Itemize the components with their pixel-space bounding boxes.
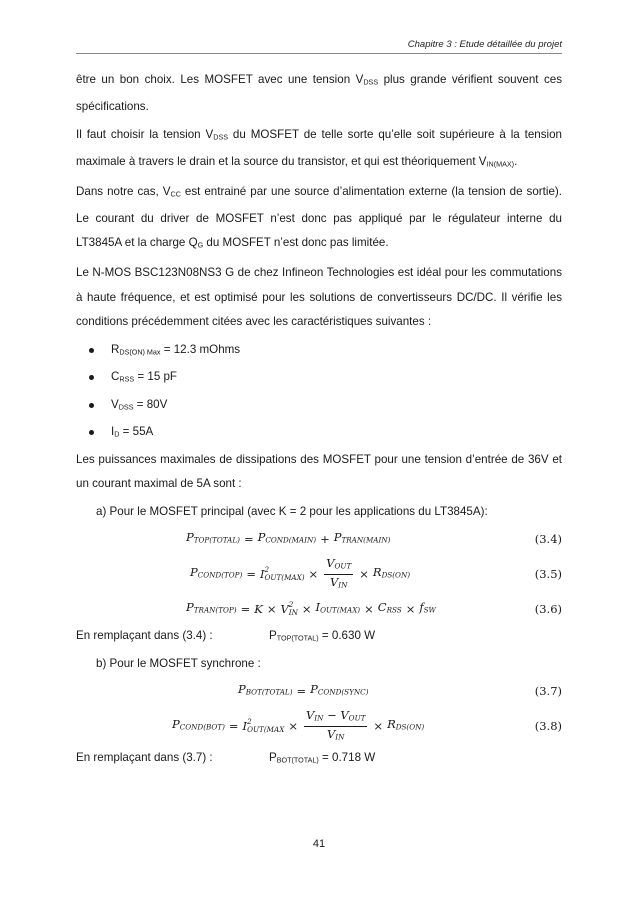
equation-3-6: $P_{TRAN(TOP)}$ = K × V 2 IN × $I_{OUT(MAX)}$ × $C_{RSS}$ × $f_{SW}$ (3.6) [76, 594, 562, 624]
bullet-icon [89, 430, 94, 435]
spec-item: $R_{DS(ON) Max} = 12.3$ mOhms [76, 338, 562, 363]
header-rule [76, 53, 562, 54]
page-number: 41 [312, 838, 326, 850]
paragraph-4: Le N-MOS BSC123N08NS3 G de chez Infineon Technologies est idéal pour les commutations à haute fréquence, et est optimisé pour les solutions de convertisseurs DC/DC. Il vérifie les conditions précédemment citées avec les caractéristiques suivantes : [76, 266, 562, 328]
equation-number: (3.7) [534, 683, 562, 698]
equation-3-5: $P_{COND(TOP)}$ = I 2 OUT(MAX) × $\frac{V_{OUT}}{V_{IN}}$ × $R_{DS(ON)}$ (3.5) [190, 556, 562, 589]
bullet-icon [89, 348, 94, 353]
equation-3-8: $P_{COND(BOT)}$ = I 2 OUT(MAX × $\frac{V_{IN} - V_{OUT}}{V_{IN}}$ × $R_{DS(ON)}$ (3.8) [172, 708, 562, 741]
paragraph-5: Les puissances maximales de dissipations des MOSFET pour une tension d’entrée de 36V et un courant maximal de 5A sont : [76, 452, 562, 490]
spec-item: $V_{DSS} = 80V$ [76, 393, 562, 418]
equation-3-7: $P_{BOT(TOTAL)}$ = $P_{COND(SYNC)}$ (3.7) [76, 676, 562, 706]
list-item-a: a) Pour le MOSFET principal (avec K = 2 pour les applications du LT3845A): [96, 504, 488, 518]
equation-number: (3.8) [534, 718, 562, 733]
result-top-total: En remplaçant dans (3.4) : $P_{TOP(TOTAL)} = 0.630$ W [76, 629, 376, 643]
paragraph-1: être un bon choix. Les MOSFET avec une tension $V_{DSS}$ plus grande vérifient souvent ces spécifications. [76, 73, 563, 113]
bullet-icon [89, 403, 94, 408]
equation-number: (3.6) [534, 601, 562, 616]
paragraph-2: Il faut choisir la tension $V_{DSS}$ du MOSFET de telle sorte qu’elle soit supérieure à la tension maximale à travers le drain et la source du transistor, et qui est théoriquement $V_{IN(MAX)}$. [76, 127, 562, 168]
paragraph-3: Dans notre cas, $V_{CC}$ est entrainé par une source d’alimentation externe (la tension de sortie). Le courant du driver de MOSFET n’est donc pas appliqué par le régulateur interne du LT3845A et la charge $Q_G$ du MOSFET n’est donc pas limitée. [76, 184, 562, 250]
result-bot-total: En remplaçant dans (3.7) : $P_{BOT(TOTAL)} = 0.718$ W [76, 751, 376, 765]
spec-item: $C_{RSS} = 15$ pF [76, 365, 562, 390]
spec-item: $I_D = 55A$ [76, 420, 562, 445]
bullet-icon [89, 375, 94, 380]
equation-3-4: $P_{TOP(TOTAL)}$ = $P_{COND(MAIN)}$ + $P_{TRAN(MAIN)}$ (3.4) [76, 524, 562, 554]
document-body [76, 68, 562, 771]
page-header: Chapitre 3 : Etude détaillée du projet [407, 39, 562, 50]
equation-number: (3.5) [534, 566, 562, 581]
list-item-b: b) Pour le MOSFET synchrone : [96, 656, 261, 670]
equation-number: (3.4) [534, 531, 562, 546]
